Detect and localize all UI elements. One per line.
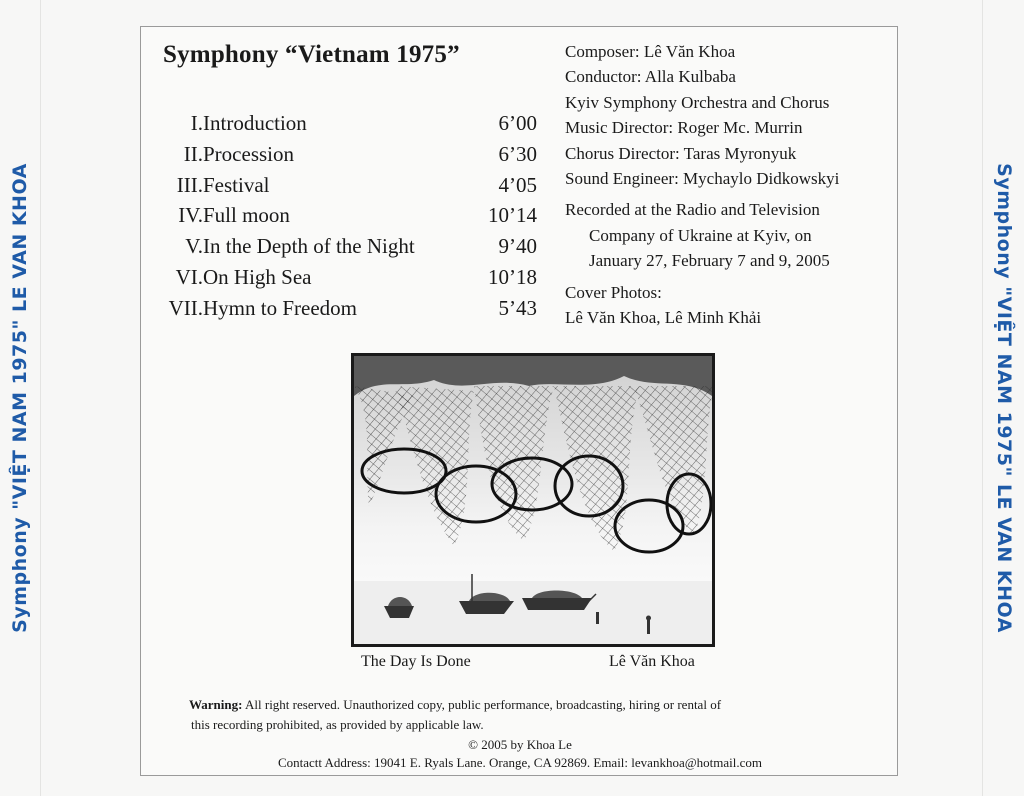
track-name: Festival xyxy=(203,172,270,197)
copyright-notice: © 2005 by Khoa Le xyxy=(468,737,572,752)
music-director-credit: Music Director: Roger Mc. Murrin xyxy=(565,118,803,138)
track-number: VI. xyxy=(175,264,203,289)
warning-line xyxy=(189,697,721,713)
fold-line-right xyxy=(982,0,983,796)
track-number: VII. xyxy=(168,295,203,320)
back-cover-panel xyxy=(140,26,898,776)
track-row xyxy=(141,203,541,234)
track-duration: 4’05 xyxy=(498,172,537,197)
conductor-credit: Conductor: Alla Kulbaba xyxy=(565,67,736,87)
cover-photos-names: Lê Văn Khoa, Lê Minh Khải xyxy=(565,308,762,328)
track-row xyxy=(141,142,541,173)
track-list xyxy=(141,111,541,327)
warning-line-2: this recording prohibited, as provided by applicable law. xyxy=(191,717,484,732)
album-title: Symphony “Vietnam 1975” xyxy=(163,41,460,68)
track-duration: 6’30 xyxy=(498,141,537,166)
fishing-nets-photo xyxy=(354,356,712,644)
right-spine xyxy=(984,0,1024,796)
left-spine xyxy=(0,0,40,796)
recording-info-line: Company of Ukraine at Kyiv, on xyxy=(589,225,812,245)
cover-photo xyxy=(351,353,715,647)
contact-address: Contactt Address: 19041 E. Ryals Lane. Orange, CA 92869. Email: levankhoa@hotmail.com xyxy=(277,755,763,770)
spine-title-left: Symphony "VIỆT NAM 1975" LE VAN KHOA xyxy=(9,163,32,633)
recording-info-line: January 27, February 7 and 9, 2005 xyxy=(589,251,830,271)
track-row xyxy=(141,111,541,142)
track-number: II. xyxy=(183,141,203,166)
track-name: Procession xyxy=(203,141,294,166)
chorus-director-credit: Chorus Director: Taras Myronyuk xyxy=(565,143,797,163)
photo-caption-author: Lê Văn Khoa xyxy=(609,653,695,670)
track-name: Introduction xyxy=(203,111,307,135)
photo-caption-title: The Day Is Done xyxy=(361,653,471,670)
track-number: IV. xyxy=(178,203,203,228)
orchestra-credit: Kyiv Symphony Orchestra and Chorus xyxy=(565,92,830,112)
track-name: In the Depth of the Night xyxy=(203,234,415,259)
cover-photos-label: Cover Photos: xyxy=(565,282,662,302)
warning-text: All right reserved. Unauthorized copy, public performance, broadcasting, hiring or rental of xyxy=(242,697,722,712)
track-name: On High Sea xyxy=(203,264,312,289)
track-row xyxy=(141,265,541,296)
track-name: Full moon xyxy=(203,203,290,228)
track-name: Hymn to Freedom xyxy=(203,295,357,320)
track-number: I. xyxy=(190,111,203,135)
track-row xyxy=(141,173,541,204)
sound-engineer-credit: Sound Engineer: Mychaylo Didkowskyi xyxy=(565,169,840,189)
track-duration: 10’14 xyxy=(488,203,537,228)
track-number: V. xyxy=(185,234,203,259)
track-duration: 10’18 xyxy=(488,264,537,289)
recording-info-line: Recorded at the Radio and Television xyxy=(565,200,820,220)
credits-block xyxy=(565,39,895,330)
track-row xyxy=(141,234,541,265)
warning-label: Warning: xyxy=(189,697,243,712)
composer-credit: Composer: Lê Văn Khoa xyxy=(565,42,736,61)
track-number: III. xyxy=(176,172,203,197)
track-duration: 5’43 xyxy=(498,295,537,320)
spine-title-right: Symphony "VIỆT NAM 1975" LE VAN KHOA xyxy=(993,163,1016,633)
fold-line-left xyxy=(40,0,41,796)
track-duration: 9’40 xyxy=(498,234,537,259)
track-duration: 6’00 xyxy=(498,111,537,135)
track-row xyxy=(141,296,541,327)
